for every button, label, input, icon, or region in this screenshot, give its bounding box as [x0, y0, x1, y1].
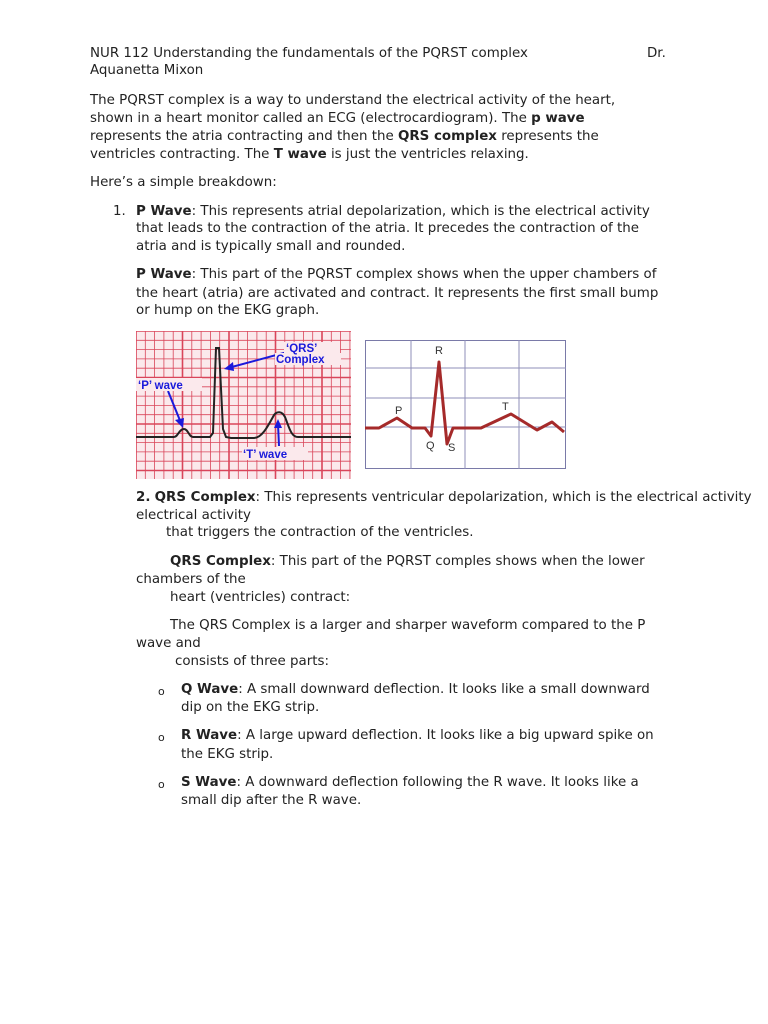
label-p-wave: ‘P’ wave: [138, 380, 183, 392]
r-wave-line-1: R Wave: A large upward deflection. It looks like a big upward spike on: [181, 728, 654, 743]
qrs-def-line-1: 2. QRS Complex: This represents ventricular depolarization, which is the electrical activity: [136, 490, 752, 505]
label-t: T: [502, 401, 509, 413]
s-wave-line-1: S Wave: A downward deflection following the R wave. It looks like a: [181, 775, 639, 790]
p-wave-def-line-3: atria and is typically small and rounded.: [136, 239, 406, 254]
q-wave-line-2: dip on the EKG strip.: [181, 700, 320, 715]
list-number-1: 1.: [113, 204, 126, 219]
label-qrs-1: ‘QRS’: [286, 343, 318, 355]
qrs-def-line-1b: electrical activity: [136, 508, 251, 523]
label-t-wave: ‘T’ wave: [243, 449, 288, 461]
ecg-simple-figure: [365, 340, 566, 469]
qrs-larger-line-2: consists of three parts:: [175, 654, 329, 669]
author-name: Aquanetta Mixon: [90, 63, 204, 78]
intro-line-4: ventricles contracting. The T wave is just the ventricles relaxing.: [90, 147, 529, 162]
bullet-q: o: [158, 685, 165, 698]
r-wave-line-2: the EKG strip.: [181, 747, 274, 762]
ecg-grid-figure: [136, 331, 351, 479]
qrs-simple-line-1: QRS Complex: This part of the PQRST comples shows when the lower: [170, 554, 645, 569]
course-title: NUR 112 Understanding the fundamentals of the PQRST complex: [90, 46, 528, 61]
label-r: R: [435, 345, 443, 357]
bullet-r: o: [158, 731, 165, 744]
intro-line-2: shown in a heart monitor called an ECG (electrocardiogram). The p wave: [90, 111, 585, 126]
q-wave-line-1: Q Wave: A small downward deflection. It looks like a small downward: [181, 682, 650, 697]
label-qrs-2: Complex: [276, 354, 325, 366]
intro-line-3: represents the atria contracting and then the QRS complex represents the: [90, 129, 599, 144]
p-wave-def-line-2: that leads to the contraction of the atria. It precedes the contraction of the: [136, 221, 639, 236]
qrs-simple-line-2: heart (ventricles) contract:: [170, 590, 351, 605]
p-wave-simple-line-2: the heart (atria) are activated and contract. It represents the first small bump: [136, 286, 659, 301]
qrs-simple-line-1b: chambers of the: [136, 572, 246, 587]
qrs-def-line-2: that triggers the contraction of the ventricles.: [166, 525, 474, 540]
label-s: S: [448, 442, 456, 454]
author-prefix: Dr.: [647, 46, 666, 61]
p-wave-simple-line-3: or hump on the EKG graph.: [136, 303, 320, 318]
breakdown-label: Here’s a simple breakdown:: [90, 175, 277, 190]
label-q: Q: [426, 440, 435, 452]
qrs-larger-line-1: The QRS Complex is a larger and sharper waveform compared to the P: [170, 618, 646, 633]
qrs-larger-line-1b: wave and: [136, 636, 201, 651]
intro-line-1: The PQRST complex is a way to understand the electrical activity of the heart,: [90, 93, 616, 108]
label-p: P: [395, 405, 403, 417]
s-wave-line-2: small dip after the R wave.: [181, 793, 362, 808]
p-wave-simple-line-1: P Wave: This part of the PQRST complex shows when the upper chambers of: [136, 267, 657, 282]
bullet-s: o: [158, 778, 165, 791]
p-wave-def-line-1: P Wave: This represents atrial depolarization, which is the electrical activity: [136, 204, 650, 219]
